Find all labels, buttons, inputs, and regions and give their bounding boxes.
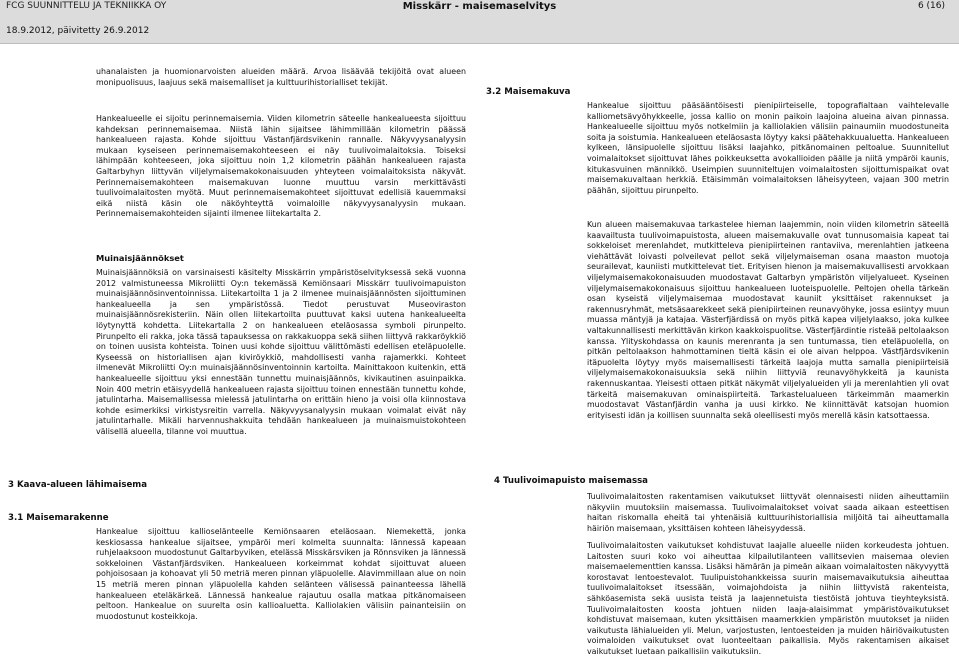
right-paragraph-3: Tuulivoimalaitosten rakentamisen vaikutukset liittyvät olennaisesti niiden aiheuttamiin näkyviin muutoksiin maisemassa. Tuulivoimalaitokset voivat saada aikaan esteettisen haitan riskomalla eheitä tai yhtenäisiä kulttuurihistoriallisia miljöitä tai aiheuttamalla häiriön maisemaan, yksittäisen kohteen läheisyydessä. [587,492,949,533]
document-date: 18.9.2012, päivitetty 26.9.2012 [6,26,150,36]
section-heading-4: 4 Tuulivoimapuisto maisemassa [494,476,648,486]
left-paragraph-1: uhanalaisten ja huomionarvoisten alueiden määrä. Arvoa lisäävää tekijöitä ovat alueen monipuolisuus, laajuus sekä maisemalliset ja kulttuurihistorialliset tekijät. [96,67,466,87]
document-title: Misskärr - maisemaselvitys [402,1,557,12]
header-divider [0,43,959,44]
page-number: 6 (16) [917,1,945,11]
right-paragraph-2: Kun alueen maisemakuvaa tarkastelee hieman laajemmin, noin viiden kilometrin säteellä kaavailtusta tuulivoimapuistosta, alueen maisemakuvalle ovat tunnusomaisia kapeat tai sokkeloiset merenlahdet, mutkitteleva pienipiirteinen rantaviiva, merenlahtien jatkeena viehättävät loivasti polveilevat pellot sekä viljelymaiseman osana maaston muotoja seurailevat, kauniisti mutkittelevat tiet. Erityisen hienon ja maisemakuvallisesti arvokkaan viljelymaisemakokonaisuuden muodostavat Galtarbyn ympäristön viljelyalueet. Kyseinen viljelymaisemakokonaisuus sijoittuu hankealueen luoteispuolelle. Peltojen ohella tärkeän osan kyseistä viljelymaisemaa muodostavat kauniit yksittäiset rakennukset ja rakennusryhmät, metsäsaarekkeet sekä pienipiirteinen reunavyöhyke, jossa esiintyy muun muassa mäntyjä ja katajaa. Västerfjärdissä on myös pitkä kapea viljelylaakso, joka kulkee valtakunnallisesti merkittävän kirkon kaakkoispuolitse. Västerfjärdintie risteää peltolaakson kanssa. Ylityskohdassa on kaunis merenranta ja sen tuntumassa, tien eteläpuolella, on pitkän peltolaakson hahmottaminen tieltä käsin ei ole aivan helppoa. Västfjärdsvikenin itäpuolelta löytyy myös maisemallisesti tärkeitä laajoja mutta samalla pienipiirteisiä viljelymaisemakokonaisuuksia sekä niihin liittyviä reunavyöhykkeitä ja kaunista rakennuskantaa. Yleisesti ottaen pitkät näkymät viljelyalueiden yli ja merenlahtien yli ovat tärkeitä maisemakuvan ominaispiirteitä. Tarkastelualueen tärkeimmän maamerkin muodostavat Västanfjärdin vanha ja uusi kirkko. Ne kiinnittävät katsojan huomion erityisesti idän ja koillisen suunnalta sekä oleellisesti myös merellä käsin katsottaessa. [587,220,949,420]
company-name: FCG SUUNNITTELU JA TEKNIIKKA OY [6,1,167,11]
left-paragraph-4: Hankealue sijoittuu kallioselänteelle Kemiönsaaren eteläosaan. Niemekettä, jonka keskiosassa hankealue sijaitsee, ympäröi meri kolmelta suunnalta: lännessä kapeaan ruhjelaaksoon muodostunut Galtarbyviken, etelässä Misskärsviken ja Rönnsviken ja lännessä sokkeloinen Västanfjärdsviken. Hankealueen korkeimmat kohdat sijoittuvat alueen pohjoisosaan ja kohoavat yli 50 metriä meren pinnan yläpuolelle. Alavimmillaan alue on noin 15 metriä meren pinnan yläpuolella kahden selänteen välisessä painanteessa lähellä hankealueen eteläkärkeä. Lännessä hankealue rajautuu osalla matkaa pitkänomaiseen peltoon. Hankealue on suurelta osin kallioaluetta. Kalliolakien välisiin painanteisiin on muodostunut kosteikkoja. [96,527,466,621]
left-paragraph-3: Muinaisjäännöksiä on varsinaisesti käsitelty Misskärrin ympäristöselvityksessä sekä vuonna 2012 valmistuneessa Mikroliitti Oy:n tekemässä Kemiönsaari Misskärr tuulivoimapuiston muinaisjäännösinventoinnissa. Liitekartoilta 1 ja 2 ilmenee muinaisjäännösten sijoittuminen hankealueella ja sen ympäristössä. Tiedot perustuvat Museoviraston muinaisjäännösrekisteriin. Näin ollen liitekartoilta puuttuvat kaksi uutena hankealueelta löytynyttä kohdetta. Liitekartalla 2 on hankealueen eteläosassa symboli pirunpelto. Pirunpelto eli rakka, joka tässä tapauksessa on rakkakuoppa sekä siihen liittyvä rakkaröykkiö on toinen uusista kohteista. Toinen uusi kohde sijoittuu välittömästi edellisen eteläpuolelle. Kyseessä on historiallisen ajan kiviröykkiö, mahdollisesti vanha rajamerkki. Kohteet ilmenevät Mikroliitti Oy:n muinaisjäännösinventoinnin kartoilta. Mainittakoon kuitenkin, että hankealueelle sijoittuu yksi ennestään tunnettu muinaisjäännös, kivikautinen asuinpaikka. Noin 400 metrin etäisyydellä hankealueen rajasta sijoittuu toinen ennestään tunnettu kohde, jatulintarha. Maisemallisessa mielessä jatulintarha on erittäin hieno ja voisi olla kiinnostava kohde esimerkiksi virkistysreitin varrella. Näkyvyysanalyysin mukaan voimalat eivät näy jatulintarhalle. Mikäli harvennushakkuita tehdään hankealueen ja muinaismuistokohteen välisellä alueella, tilanne voi muuttua. [96,268,466,436]
left-paragraph-2: Hankealueelle ei sijoitu perinnemaisemia. Viiden kilometrin säteelle hankealueesta sijoittuu kahdeksan perinnemaisemaa. Niistä lähin sijaitsee lähimmillään kilometrin päässä hankealueen rajasta. Kohde sijoittuu Västanfjärdsvikenin rannalle. Näkyvyysanalyysin mukaan kyseiseen perinnemaisemakohteeseen ei näy tuulivoimalaitoksia. Toiseksi lähimpään kohteeseen, joka sijoittuu noin 1,2 kilometrin päähän hankealueen rajasta Galtarbyhyn liittyvän viljelymaisemakokonaisuuden yhteyteen voimalaitoksista näkyvät. Perinnemaisemakohteen maisemakuvan luonne muuttuu varsin merkittävästi tuulivoimalaitosten myötä. Muut perinnemaisemakohteet sijoittuvat edellisiä kauemmaksi eikä niistä käsin ole näköyhteyttä voimaloille näkyvyysanalyysin mukaan. Perinnemaisemakohteiden sijainti ilmenee liitekartalta 2. [96,114,466,219]
section-heading-3: 3 Kaava-alueen lähimaisema [8,480,148,490]
section-heading-3-1: 3.1 Maisemarakenne [8,513,109,523]
page-header [0,0,959,44]
right-paragraph-4: Tuulivoimalaitosten vaikutukset kohdistuvat laajalle alueelle niiden korkeudesta johtuen. Laitosten suuri koko voi aiheuttaa kilpailutilanteen vallitsevien maisemaa olevien maisemaelementtien kanssa. Lisäksi hämärän ja pimeän aikaan voimalaitosten näkyvyyttä korostavat lentoestevalot. Tuulipuistohankkeissa suurin maisemavaikutuksia aiheuttaa tuulivoimalaitokset itsessään, voimajohdoista ja niihin liittyvistä rakenteista, sähköasemista sekä uusista teistä ja laajennetuista tiestöistä johtuva tieyhteyksistä. Tuulivoimalaitosten koosta johtuen niiden laaja-alaisimmat ympäristövaikutukset kohdistuvat maisemaan, kuten yksittäisen maamerkkien ympäristön muutokset ja niiden vaikutusta lähialueiden yli. Melun, varjostusten, lentoesteiden ja muiden häiriövaikutusten voimaloiden vaikutukset ovat luonteeltaan paikallisia. Myös rakentamisen aikaiset vaikutukset luetaan paikallisiin vaikutuksiin. [587,541,949,656]
section-heading-3-2: 3.2 Maisemakuva [486,87,571,97]
subheading-muinaisjaannokset: Muinaisjäännökset [96,253,184,263]
right-paragraph-1: Hankealue sijoittuu pääsääntöisesti pienipiirteiselle, topografialtaan vaihtelevalle kalliometsävyöhykkeelle, jossa kallio on monin paikoin laajoina alueina aivan pinnassa. Hankealueelle sijoittuu myös notkelmiin ja kalliolakien välisiin painaumiin muodostuneita soita ja soistumia. Hankealueen eteläosasta löytyy kaksi päätehakkuualuetta. Hankealueen kylkeen, länsipuolelle sijoittuu lisäksi laajahko, pitkänomainen peltoalue. Suunnitellut voimalaitokset sijoittuvat lähes poikkeuksetta avokallioiden päälle ja niitä ympäröi kaunis, kitukasvuinen männikkö. Useimpien suunniteltujen voimalaitosten sijoittumispaikat ovat maisemakuvaltaan herkkiä. Etäisimmän voimalaitoksen läheisyyteen, vajaan 300 metrin päähän, sijoittuu pirunpelto. [587,101,949,195]
